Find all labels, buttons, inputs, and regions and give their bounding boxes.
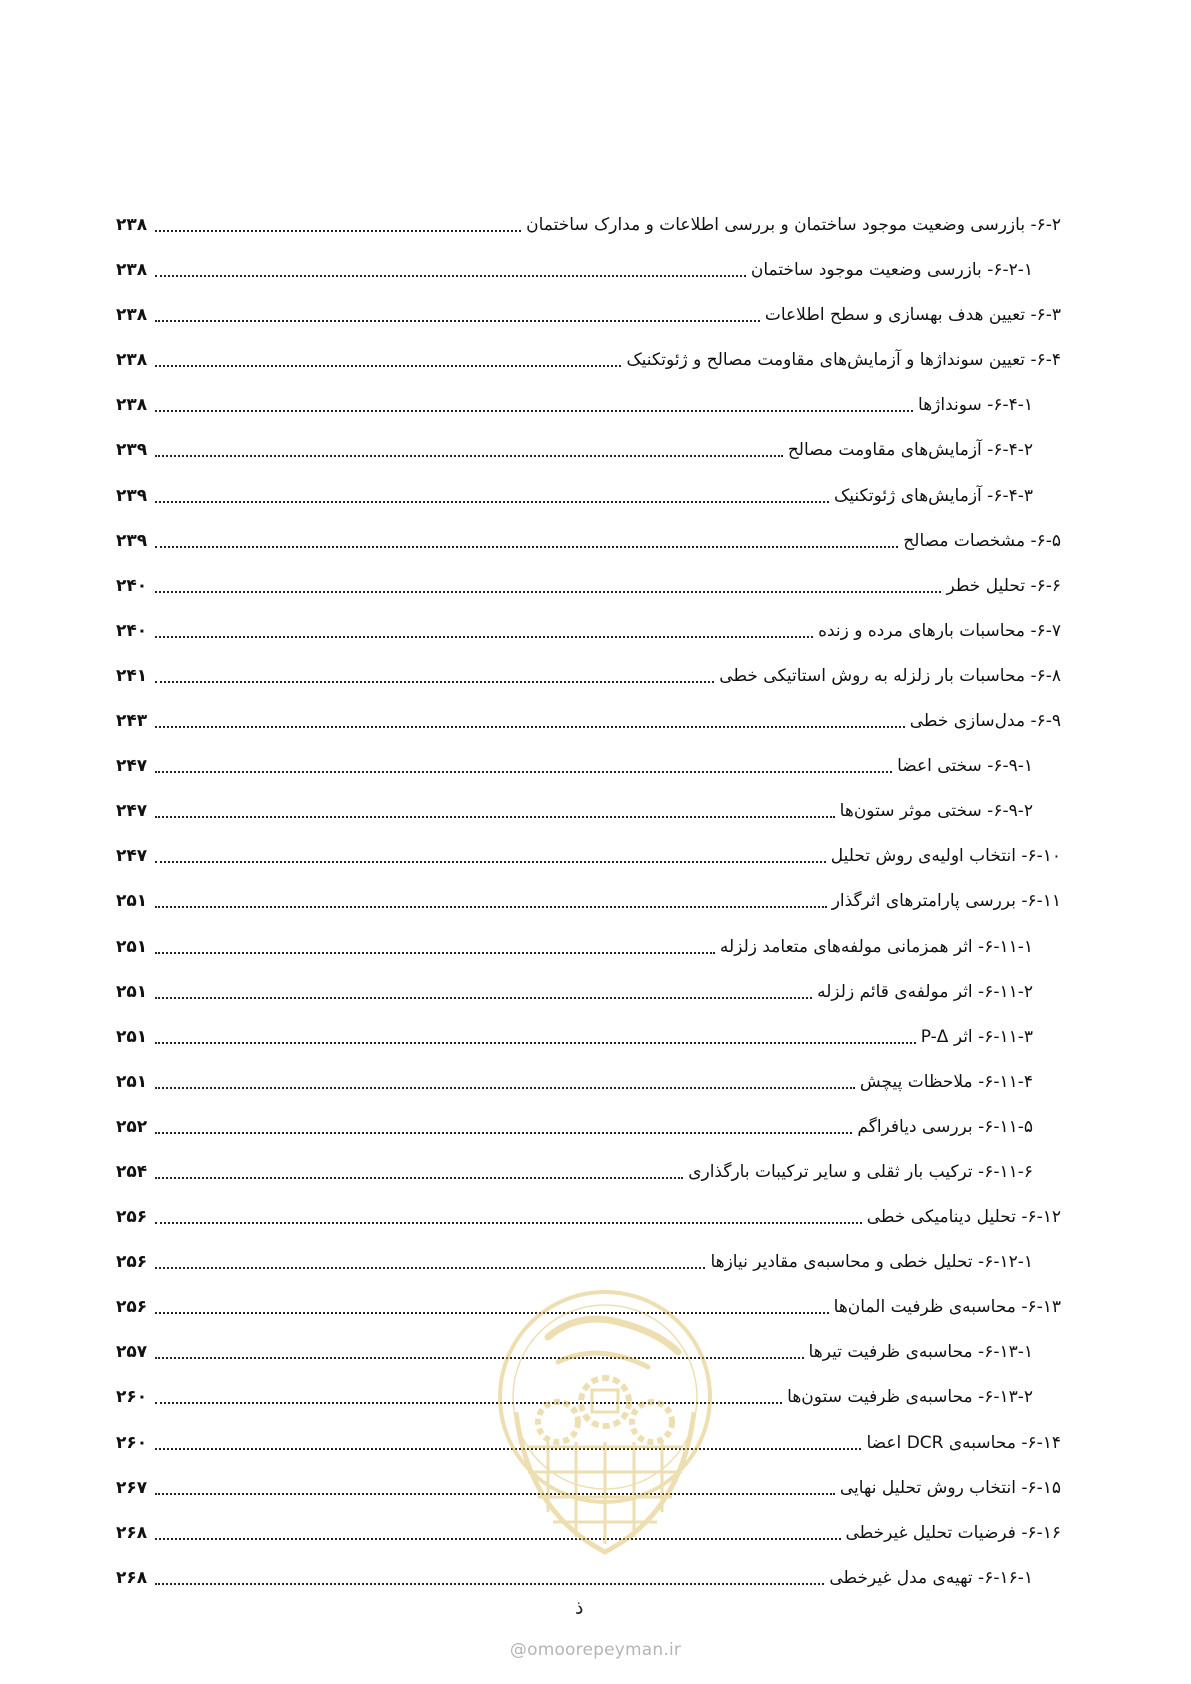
toc-entry-page: ۲۴۷ bbox=[116, 756, 148, 777]
toc-entry-title: ۶-۱۳-۱- محاسبه‌ی ظرفیت تیرها bbox=[808, 1342, 1033, 1363]
toc-entry-title: ۶-۱۶-۱- تهیه‌ی مدل غیرخطی bbox=[829, 1567, 1033, 1588]
toc-entry-title: ۶-۱۱- بررسی پارامترهای اثرگذار bbox=[831, 891, 1061, 912]
toc-entry-page: ۲۴۷ bbox=[116, 846, 148, 867]
toc-entry-page: ۲۴۰ bbox=[116, 575, 148, 596]
toc-entry-page: ۲۴۱ bbox=[116, 665, 148, 686]
toc-entry[interactable] bbox=[116, 528, 1061, 573]
toc-entry-page: ۲۵۱ bbox=[116, 981, 148, 1002]
toc-entry-title: ۶-۱۰- انتخاب اولیه‌ی روش تحلیل bbox=[830, 846, 1061, 867]
dot-leader bbox=[155, 347, 621, 367]
dot-leader bbox=[155, 934, 715, 954]
toc-entry-page: ۲۳۸ bbox=[116, 260, 148, 281]
toc-entry-page: ۲۵۶ bbox=[116, 1297, 148, 1318]
toc-entry-page: ۲۶۸ bbox=[116, 1522, 148, 1543]
dot-leader bbox=[155, 1069, 855, 1089]
toc-entry[interactable] bbox=[116, 753, 1061, 798]
toc-entry-page: ۲۵۱ bbox=[116, 1071, 148, 1092]
toc-entry-page: ۲۳۹ bbox=[116, 440, 148, 461]
toc-entry-title: ۶-۴- تعیین سونداژها و آزمایش‌های مقاومت مصالح و ژئوتکنیک bbox=[626, 350, 1061, 371]
toc-entry-title: ۶-۱۱-۶- ترکیب بار ثقلی و سایر ترکیبات بارگذاری bbox=[688, 1161, 1033, 1182]
toc-entry[interactable] bbox=[116, 212, 1061, 257]
toc-entry[interactable] bbox=[116, 1114, 1061, 1159]
toc-entry-title: ۶-۷- محاسبات بارهای مرده و زنده bbox=[818, 620, 1061, 641]
toc-entry-page: ۲۵۱ bbox=[116, 1026, 148, 1047]
toc-entry-page: ۲۶۷ bbox=[116, 1477, 148, 1498]
toc-entry-title: ۶-۱۱-۱- اثر همزمانی مولفه‌های متعامد زلزله bbox=[719, 936, 1033, 957]
toc-entry-page: ۲۳۸ bbox=[116, 305, 148, 326]
dot-leader bbox=[155, 1159, 683, 1179]
toc-entry-title: ۶-۱۲- تحلیل دینامیکی خطی bbox=[866, 1207, 1061, 1228]
toc-entry-title: ۶-۱۳-۲- محاسبه‌ی ظرفیت ستون‌ها bbox=[787, 1387, 1033, 1408]
dot-leader bbox=[155, 843, 826, 863]
toc-entry-title: ۶-۱۳- محاسبه‌ی ظرفیت المان‌ها bbox=[833, 1297, 1061, 1318]
toc-entry-title: ۶-۳- تعیین هدف بهسازی و سطح اطلاعات bbox=[764, 305, 1061, 326]
toc-entry[interactable] bbox=[116, 347, 1061, 392]
toc-entry[interactable] bbox=[116, 1024, 1061, 1069]
toc-entry[interactable] bbox=[116, 573, 1061, 618]
toc-entry-page: ۲۶۰ bbox=[116, 1387, 148, 1408]
dot-leader bbox=[155, 663, 714, 683]
toc-entry-page: ۲۴۳ bbox=[116, 711, 148, 732]
toc-entry[interactable] bbox=[116, 1159, 1061, 1204]
toc-entry[interactable] bbox=[116, 1069, 1061, 1114]
dot-leader bbox=[155, 618, 813, 638]
toc-entry-title: ۶-۲- بازرسی وضعیت موجود ساختمان و بررسی اطلاعات و مدارک ساختمان bbox=[526, 215, 1061, 235]
toc-entry-page: ۲۳۹ bbox=[116, 530, 148, 551]
toc-entry[interactable] bbox=[116, 257, 1061, 302]
toc-entry[interactable] bbox=[116, 888, 1061, 933]
toc-entry-page: ۲۵۷ bbox=[116, 1342, 148, 1363]
toc-entry[interactable] bbox=[116, 437, 1061, 482]
toc-entry-title: ۶-۱۱-۲- اثر مولفه‌ی قائم زلزله bbox=[817, 981, 1033, 1002]
dot-leader bbox=[155, 1024, 916, 1044]
dot-leader bbox=[155, 483, 829, 503]
dot-leader bbox=[155, 798, 835, 818]
toc-entry[interactable] bbox=[116, 979, 1061, 1024]
toc-entry-page: ۲۵۲ bbox=[116, 1116, 148, 1137]
toc-entry-title: ۶-۲-۱- بازرسی وضعیت موجود ساختمان bbox=[750, 260, 1033, 281]
toc-entry-page: ۲۳۸ bbox=[116, 350, 148, 371]
toc-entry[interactable] bbox=[116, 708, 1061, 753]
toc-entry-page: ۲۶۸ bbox=[116, 1567, 148, 1588]
dot-leader bbox=[155, 573, 941, 593]
toc-entry[interactable] bbox=[116, 392, 1061, 437]
toc-entry-page: ۲۳۸ bbox=[116, 215, 148, 235]
dot-leader bbox=[155, 302, 760, 322]
toc-entry-title: ۶-۱۱-۴- ملاحظات پیچش bbox=[859, 1071, 1033, 1092]
toc-entry-title: ۶-۱۶- فرضیات تحلیل غیرخطی bbox=[845, 1522, 1061, 1543]
dot-leader bbox=[155, 528, 898, 548]
toc-entry-title: ۶-۶- تحلیل خطر bbox=[946, 575, 1061, 596]
toc-entry[interactable] bbox=[116, 618, 1061, 663]
dot-leader bbox=[155, 1249, 705, 1269]
toc-entry-title: ۶-۹-۲- سختی موثر ستون‌ها bbox=[839, 801, 1033, 822]
toc-entry-title: ۶-۱۲-۱- تحلیل خطی و محاسبه‌ی مقادیر نیازها bbox=[710, 1252, 1033, 1273]
dot-leader bbox=[155, 1204, 862, 1224]
toc-entry-page: ۲۴۰ bbox=[116, 620, 148, 641]
dot-leader bbox=[155, 753, 892, 773]
toc-entry-title: ۶-۱۵- انتخاب روش تحلیل نهایی bbox=[839, 1477, 1061, 1498]
dot-leader bbox=[155, 1114, 852, 1134]
toc-entry[interactable] bbox=[116, 1204, 1061, 1249]
dot-leader bbox=[155, 437, 783, 457]
toc-entry[interactable] bbox=[116, 663, 1061, 708]
toc-entry-page: ۲۵۶ bbox=[116, 1207, 148, 1228]
gear-seal-logo-icon bbox=[488, 1282, 722, 1582]
dot-leader bbox=[155, 257, 746, 277]
toc-entry[interactable] bbox=[116, 302, 1061, 347]
toc-entry-title: ۶-۴-۳- آزمایش‌های ژئوتکنیک bbox=[833, 485, 1033, 506]
toc-entry-page: ۲۴۷ bbox=[116, 801, 148, 822]
toc-entry[interactable] bbox=[116, 843, 1061, 888]
toc-entry-page: ۲۵۱ bbox=[116, 936, 148, 957]
dot-leader bbox=[155, 708, 905, 728]
toc-entry-title: ۶-۱۴- محاسبه‌ی DCR اعضا bbox=[866, 1432, 1061, 1453]
toc-entry-title: ۶-۴-۲- آزمایش‌های مقاومت مصالح bbox=[787, 440, 1033, 461]
toc-entry-page: ۲۳۸ bbox=[116, 395, 148, 416]
website-watermark: @omoorepeyman.ir bbox=[509, 1640, 682, 1660]
toc-entry[interactable] bbox=[116, 934, 1061, 979]
toc-entry-page: ۲۵۶ bbox=[116, 1252, 148, 1273]
toc-entry[interactable] bbox=[116, 798, 1061, 843]
dot-leader bbox=[155, 979, 812, 999]
toc-entry-title: ۶-۵- مشخصات مصالح bbox=[903, 530, 1061, 551]
toc-entry[interactable] bbox=[116, 483, 1061, 528]
toc-entry-title: ۶-۹- مدل‌سازی خطی bbox=[909, 711, 1061, 732]
toc-entry-title: ۶-۴-۱- سونداژها bbox=[918, 395, 1033, 416]
dot-leader bbox=[155, 888, 827, 908]
dot-leader bbox=[155, 392, 913, 412]
dot-leader bbox=[155, 212, 521, 232]
toc-entry-page: ۲۵۴ bbox=[116, 1161, 148, 1182]
toc-entry-page: ۲۳۹ bbox=[116, 485, 148, 506]
toc-entry-title: ۶-۸- محاسبات بار زلزله به روش استاتیکی خطی bbox=[719, 665, 1061, 686]
toc-entry-title: ۶-۹-۱- سختی اعضا bbox=[897, 756, 1033, 777]
toc-entry-page: ۲۶۰ bbox=[116, 1432, 148, 1453]
toc-entry-title: ۶-۱۱-۳- اثر P-Δ bbox=[920, 1026, 1033, 1047]
toc-entry-title: ۶-۱۱-۵- بررسی دیافراگم bbox=[857, 1116, 1033, 1137]
toc-entry-page: ۲۵۱ bbox=[116, 891, 148, 912]
page-number: ذ bbox=[575, 1597, 584, 1619]
